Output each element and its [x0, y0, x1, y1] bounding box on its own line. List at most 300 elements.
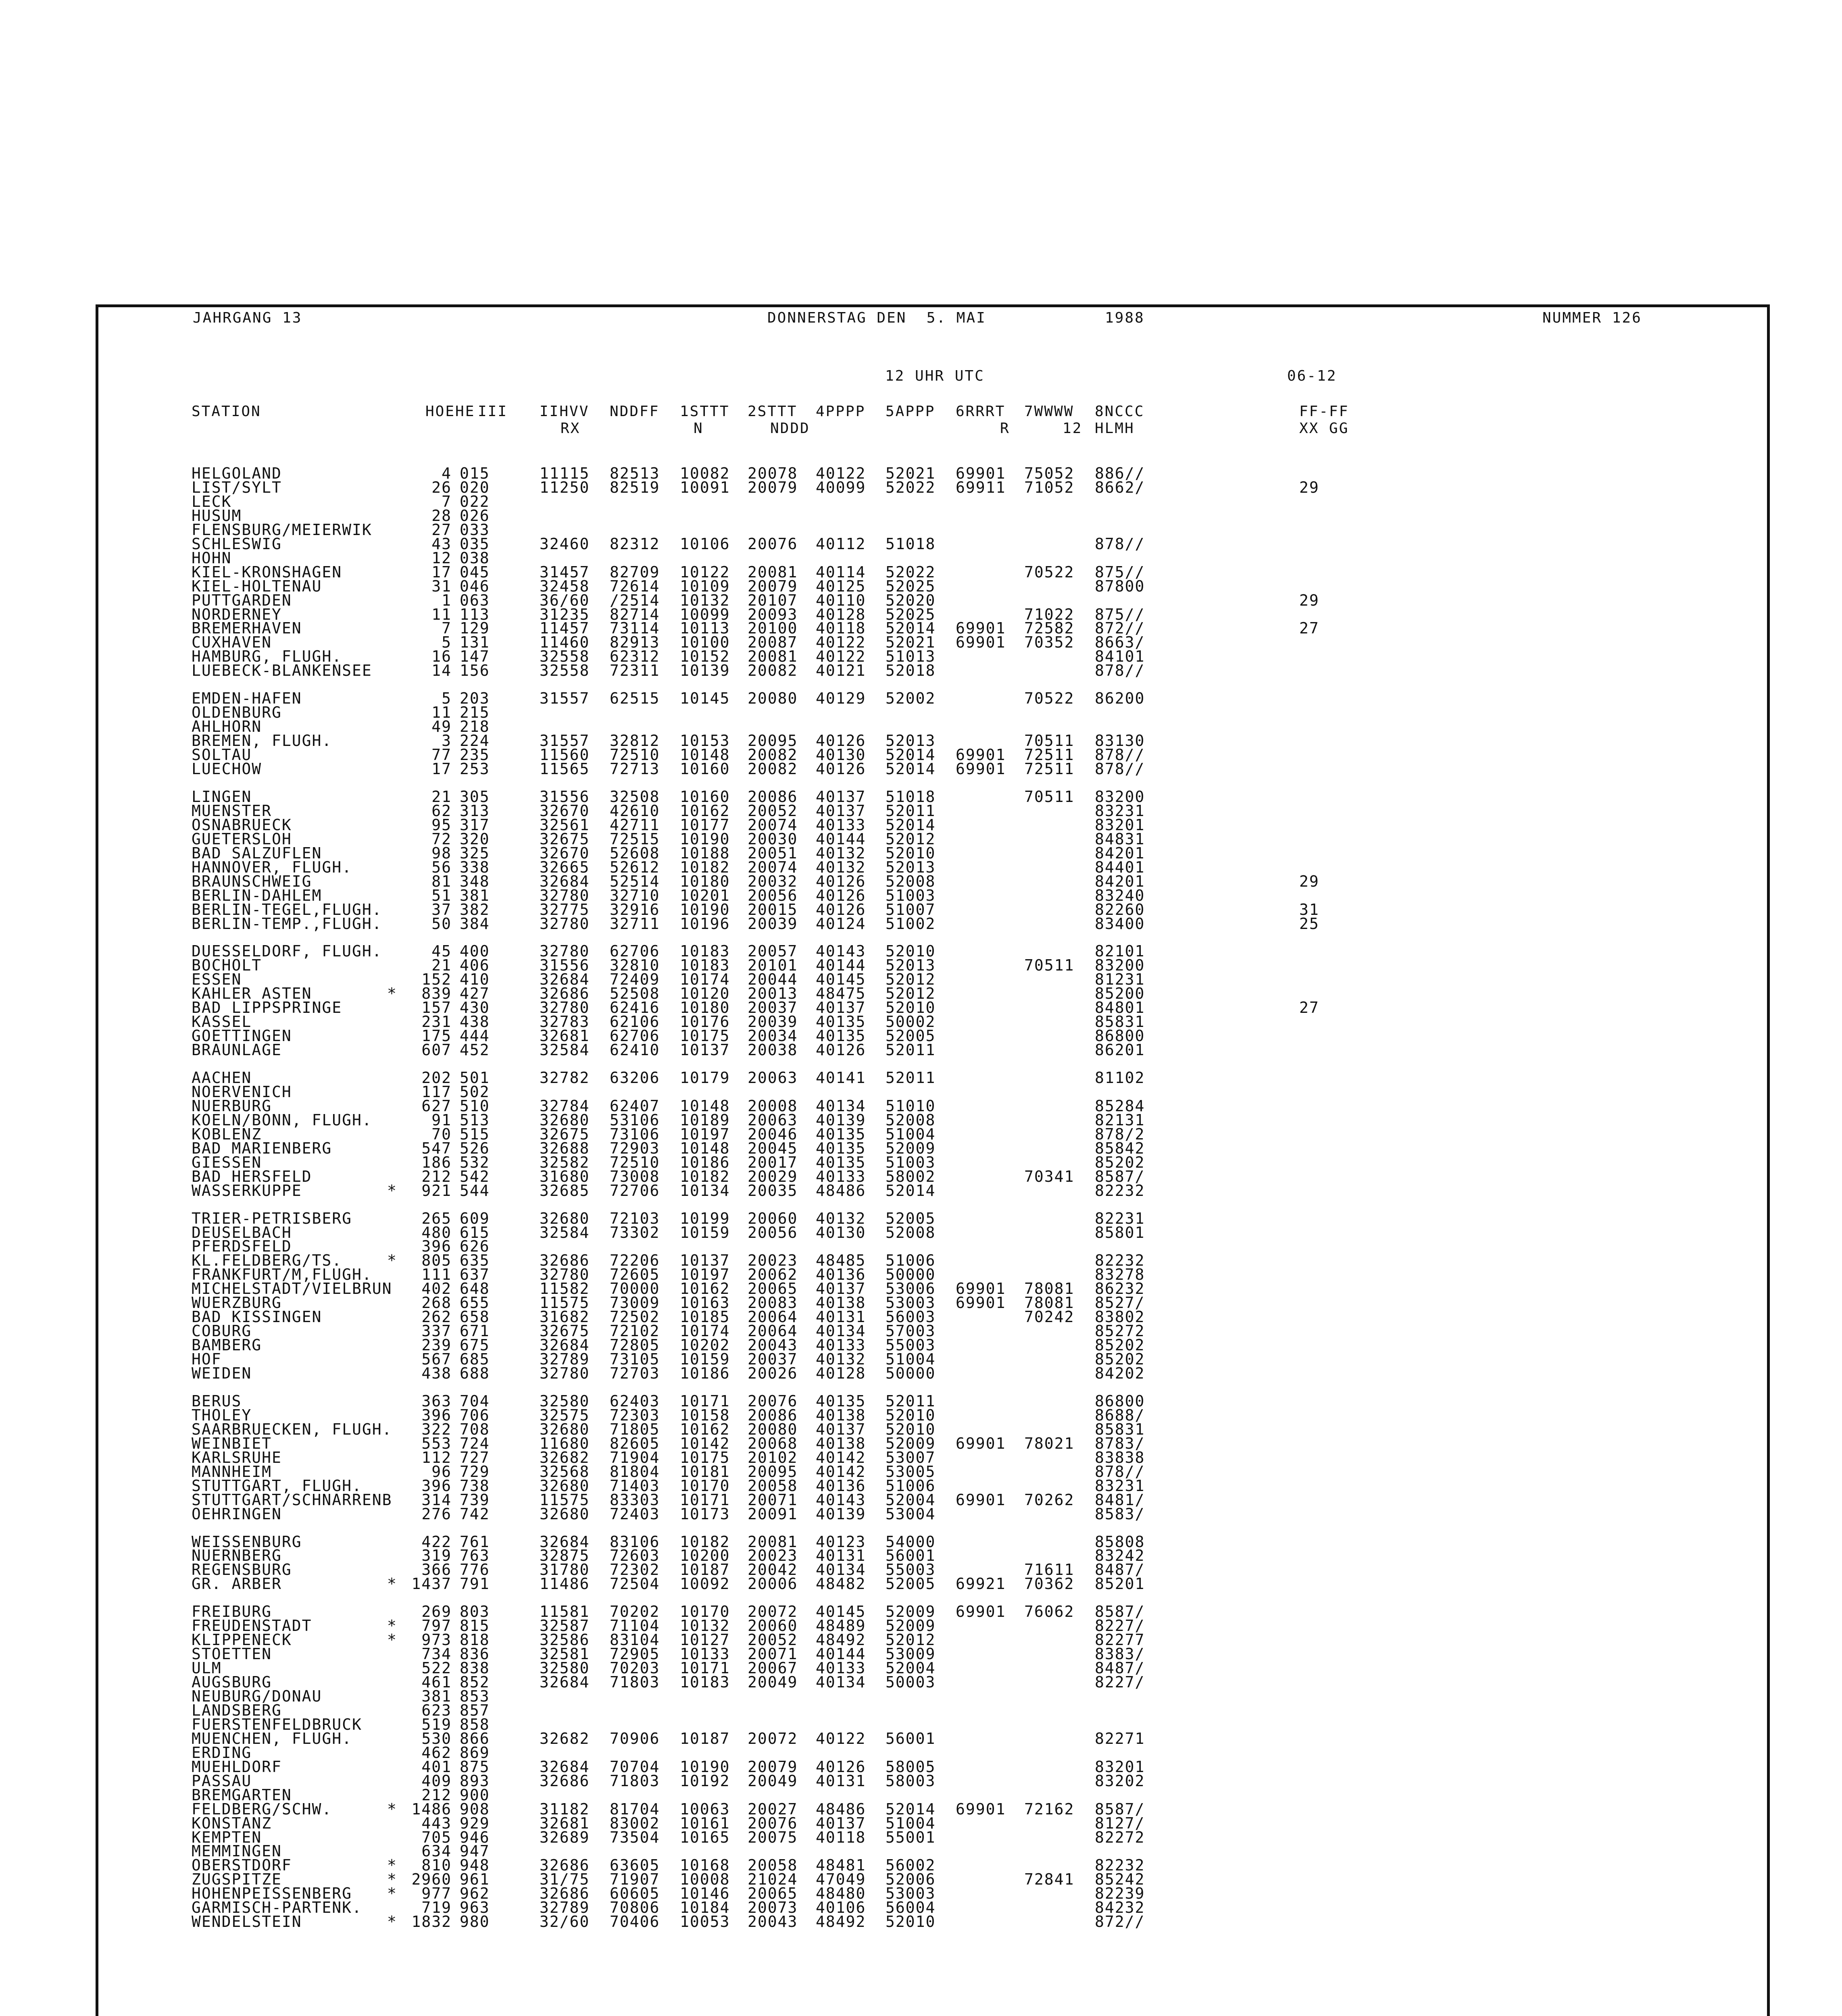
cell-p1: 10137 [680, 1252, 730, 1269]
cell-iii: 763 [460, 1547, 490, 1564]
cell-n8: 83242 [1095, 1547, 1145, 1564]
cell-p2: 20073 [748, 1899, 798, 1916]
cell-p1: 10082 [680, 464, 730, 482]
cell-p4: 40130 [816, 746, 866, 764]
cell-nd: 62410 [610, 1041, 660, 1059]
cell-p2: 20074 [748, 816, 798, 834]
cell-alt: 322 [421, 1420, 452, 1438]
cell-alt: 262 [421, 1308, 452, 1326]
cell-alt: 16 [431, 648, 452, 665]
cell-nd: 32711 [610, 915, 660, 933]
cell-alt: 547 [421, 1139, 452, 1157]
cell-p4: 40124 [816, 915, 866, 933]
cell-p2: 20078 [748, 464, 798, 482]
cell-p5: 56001 [886, 1730, 936, 1747]
cell-p4: 40132 [816, 858, 866, 876]
cell-p5: 51013 [886, 648, 936, 665]
cell-p4: 40131 [816, 1772, 866, 1790]
cell-p2: 20080 [748, 1420, 798, 1438]
cell-name: PUTTGARDEN [192, 591, 292, 609]
cell-nd: 70906 [610, 1730, 660, 1747]
cell-p5: 51018 [886, 535, 936, 553]
cell-p5: 51003 [886, 887, 936, 904]
cell-p4: 40138 [816, 1406, 866, 1424]
cell-alt: 402 [421, 1280, 452, 1297]
cell-p5: 52005 [886, 1210, 936, 1227]
cell-p5: 51006 [886, 1252, 936, 1269]
cell-p5: 57003 [886, 1322, 936, 1340]
cell-iii: 452 [460, 1041, 490, 1059]
cell-nd: 72409 [610, 971, 660, 988]
cell-p2: 20026 [748, 1364, 798, 1382]
cell-nd: 72713 [610, 760, 660, 778]
cell-n8: 86232 [1095, 1280, 1145, 1297]
cell-p5: 55003 [886, 1336, 936, 1354]
cell-p2: 20017 [748, 1154, 798, 1171]
cell-p2: 20076 [748, 535, 798, 553]
cell-p2: 20074 [748, 858, 798, 876]
cell-p1: 10113 [680, 619, 730, 637]
cell-ir: 11486 [540, 1575, 590, 1593]
cell-r6: 69901 [956, 1491, 1006, 1509]
cell-iii: 510 [460, 1097, 490, 1115]
cell-alt: 12 [431, 549, 452, 567]
cell-iii: 675 [460, 1336, 490, 1354]
cell-n8: 8487/ [1095, 1659, 1145, 1677]
cell-name: BERUS [192, 1392, 242, 1410]
cell-p4: 40144 [816, 1645, 866, 1663]
cell-ir: 32680 [540, 1210, 590, 1227]
cell-ir: 32689 [540, 1829, 590, 1846]
cell-nd: 82513 [610, 464, 660, 482]
cell-name: GARMISCH-PARTENK. [192, 1899, 362, 1916]
cell-name: LECK [192, 493, 232, 510]
cell-ir: 32670 [540, 844, 590, 862]
cell-p5: 52004 [886, 1491, 936, 1509]
cell-ir: 32782 [540, 1069, 590, 1087]
cell-ir: 32780 [540, 1364, 590, 1382]
cell-p1: 10063 [680, 1800, 730, 1818]
cell-ir: 32586 [540, 1631, 590, 1649]
cell-p2: 20082 [748, 662, 798, 679]
cell-p4: 40135 [816, 1013, 866, 1031]
cell-name: MICHELSTADT/VIELBRUN [192, 1280, 392, 1297]
cell-nd: 70203 [610, 1659, 660, 1677]
column-subheader: RX [561, 420, 581, 437]
cell-alt: 72 [431, 830, 452, 848]
cell-n8: 82232 [1095, 1856, 1145, 1874]
cell-name: LUEBECK-BLANKENSEE [192, 662, 372, 679]
cell-nd: 70806 [610, 1899, 660, 1916]
cell-alt: 1832 [411, 1913, 452, 1931]
cell-name: KAHLER ASTEN [192, 985, 312, 1002]
cell-name: OBERSTDORF [192, 1856, 292, 1874]
cell-p5: 52025 [886, 577, 936, 595]
cell-n8: 83838 [1095, 1449, 1145, 1466]
cell-alt: 45 [431, 942, 452, 960]
cell-alt: 396 [421, 1406, 452, 1424]
cell-iii: 708 [460, 1420, 490, 1438]
cell-name: HELGOLAND [192, 464, 282, 482]
cell-n8: 875// [1095, 606, 1145, 623]
cell-n8: 84801 [1095, 999, 1145, 1016]
cell-name: BAD HERSFELD [192, 1168, 312, 1185]
cell-iii: 020 [460, 479, 490, 496]
cell-p2: 20062 [748, 1266, 798, 1283]
cell-p2: 20037 [748, 999, 798, 1016]
cell-iii: 706 [460, 1406, 490, 1424]
cell-ir: 32575 [540, 1406, 590, 1424]
cell-p4: 40122 [816, 464, 866, 482]
cell-name: FLENSBURG/MEIERWIK [192, 521, 372, 539]
cell-nd: 71803 [610, 1673, 660, 1691]
cell-name: BREMGARTEN [192, 1786, 292, 1804]
cell-ir: 11575 [540, 1491, 590, 1509]
cell-ff: 25 [1299, 915, 1319, 933]
column-header: 7WWWW [1024, 403, 1074, 420]
cell-p1: 10183 [680, 956, 730, 974]
cell-p4: 40133 [816, 1168, 866, 1185]
cell-p2: 20100 [748, 619, 798, 637]
cell-p5: 52009 [886, 1603, 936, 1620]
cell-name: FREIBURG [192, 1603, 272, 1620]
cell-p4: 48475 [816, 985, 866, 1002]
cell-alt: 7 [442, 493, 452, 510]
cell-p4: 40137 [816, 1814, 866, 1832]
cell-n8: 84232 [1095, 1899, 1145, 1916]
cell-nd: 81804 [610, 1463, 660, 1481]
cell-p4: 40142 [816, 1449, 866, 1466]
cell-iii: 893 [460, 1772, 490, 1790]
cell-iii: 866 [460, 1730, 490, 1747]
cell-iii: 501 [460, 1069, 490, 1087]
cell-alt: 17 [431, 563, 452, 581]
cell-name: HOF [192, 1350, 222, 1368]
cell-iii: 791 [460, 1575, 490, 1593]
cell-p4: 40145 [816, 1603, 866, 1620]
cell-ir: 32582 [540, 1154, 590, 1171]
cell-ff: 29 [1299, 591, 1319, 609]
cell-p1: 10122 [680, 563, 730, 581]
observation-time: 12 UHR UTC [885, 368, 985, 384]
cell-alt: 50 [431, 915, 452, 933]
cell-iii: 444 [460, 1027, 490, 1045]
cell-ir: 32780 [540, 887, 590, 904]
cell-p1: 10177 [680, 816, 730, 834]
cell-p2: 20058 [748, 1477, 798, 1495]
cell-name: NUERNBERG [192, 1547, 282, 1564]
cell-p2: 20083 [748, 1294, 798, 1312]
cell-r6: 69901 [956, 619, 1006, 637]
cell-name: BOCHOLT [192, 956, 262, 974]
cell-n8: 84202 [1095, 1364, 1145, 1382]
cell-p2: 20086 [748, 788, 798, 806]
cell-nd: 63206 [610, 1069, 660, 1087]
cell-iii: 688 [460, 1364, 490, 1382]
cell-nd: 62706 [610, 942, 660, 960]
cell-n8: 83201 [1095, 1758, 1145, 1776]
cell-nd: 72903 [610, 1139, 660, 1157]
cell-name: THOLEY [192, 1406, 252, 1424]
cell-w7: 72841 [1024, 1870, 1075, 1888]
cell-alt: 627 [421, 1097, 452, 1115]
cell-n8: 84201 [1095, 844, 1145, 862]
cell-p5: 51007 [886, 901, 936, 918]
cell-nd: 72515 [610, 830, 660, 848]
cell-p2: 20095 [748, 732, 798, 750]
cell-nd: 83303 [610, 1491, 660, 1509]
cell-ir: 32580 [540, 1659, 590, 1677]
cell-alt: 461 [421, 1673, 452, 1691]
column-header: FF-FF [1299, 403, 1349, 420]
cell-alt: 401 [421, 1758, 452, 1776]
cell-iii: 320 [460, 830, 490, 848]
cell-n8: 83231 [1095, 1477, 1145, 1495]
cell-alt: 337 [421, 1322, 452, 1340]
cell-iii: 026 [460, 507, 490, 525]
cell-p1: 10173 [680, 1505, 730, 1523]
cell-alt: 1486 [411, 1800, 452, 1818]
cell-r6: 69901 [956, 1603, 1006, 1620]
cell-alt: 51 [431, 887, 452, 904]
cell-p1: 10153 [680, 732, 730, 750]
cell-ir: 32780 [540, 999, 590, 1016]
cell-p1: 10197 [680, 1125, 730, 1143]
cell-p5: 51004 [886, 1125, 936, 1143]
cell-p1: 10148 [680, 746, 730, 764]
cell-ir: 32/60 [540, 1913, 590, 1931]
cell-iii: 900 [460, 1786, 490, 1804]
cell-iii: 156 [460, 662, 490, 679]
cell-p1: 10134 [680, 1182, 730, 1200]
cell-p2: 20046 [748, 1125, 798, 1143]
cell-p4: 40142 [816, 1463, 866, 1481]
cell-p5: 53007 [886, 1449, 936, 1466]
cell-name: HOHENPEISSENBERG [192, 1885, 352, 1902]
cell-ir: 32783 [540, 1013, 590, 1031]
column-header: HOEHE [425, 403, 475, 420]
cell-p4: 40126 [816, 1041, 866, 1059]
cell-name: WASSERKUPPE [192, 1182, 302, 1200]
cell-ir: 32780 [540, 1266, 590, 1283]
cell-alt: 314 [421, 1491, 452, 1509]
cell-ir: 32686 [540, 1885, 590, 1902]
cell-p4: 40134 [816, 1673, 866, 1691]
cell-p4: 40138 [816, 1294, 866, 1312]
cell-p1: 10202 [680, 1336, 730, 1354]
cell-p2: 20065 [748, 1280, 798, 1297]
cell-p1: 10184 [680, 1899, 730, 1916]
cell-w7: 70511 [1024, 788, 1075, 806]
cell-n8: 85201 [1095, 1575, 1145, 1593]
cell-iii: 869 [460, 1744, 490, 1762]
cell-p1: 10132 [680, 591, 730, 609]
cell-ir: 32685 [540, 1182, 590, 1200]
cell-p4: 40137 [816, 1280, 866, 1297]
cell-iii: 113 [460, 606, 490, 623]
cell-p4: 40099 [816, 479, 866, 496]
cell-ir: 31556 [540, 788, 590, 806]
cell-alt: 239 [421, 1336, 452, 1354]
cell-iii: 400 [460, 942, 490, 960]
cell-name: FELDBERG/SCHW. [192, 1800, 332, 1818]
cell-p1: 10182 [680, 1533, 730, 1551]
cell-p1: 10182 [680, 1168, 730, 1185]
cell-n8: 82272 [1095, 1829, 1145, 1846]
cell-r6: 69901 [956, 1800, 1006, 1818]
cell-p5: 52011 [886, 1041, 936, 1059]
cell-nd: 32508 [610, 788, 660, 806]
cell-n8: 86201 [1095, 1041, 1145, 1059]
cell-p5: 52020 [886, 591, 936, 609]
cell-nd: 62515 [610, 689, 660, 707]
cell-iii: 727 [460, 1449, 490, 1466]
cell-iii: 513 [460, 1111, 490, 1129]
cell-nd: 32812 [610, 732, 660, 750]
cell-p4: 40135 [816, 1392, 866, 1410]
cell-p2: 20076 [748, 1814, 798, 1832]
cell-alt: 98 [431, 844, 452, 862]
cell-iii: 704 [460, 1392, 490, 1410]
cell-name: BREMERHAVEN [192, 619, 302, 637]
cell-p4: 40135 [816, 1125, 866, 1143]
cell-nd: 71907 [610, 1870, 660, 1888]
cell-n8: 878/2 [1095, 1125, 1145, 1143]
cell-p1: 10186 [680, 1154, 730, 1171]
cell-alt: 152 [421, 971, 452, 988]
cell-nd: 73106 [610, 1125, 660, 1143]
cell-p2: 20067 [748, 1659, 798, 1677]
cell-n8: 8663/ [1095, 633, 1145, 651]
cell-nd: 72303 [610, 1406, 660, 1424]
cell-nd: 71403 [610, 1477, 660, 1495]
cell-p5: 53006 [886, 1280, 936, 1297]
cell-iii: 532 [460, 1154, 490, 1171]
cell-p5: 51002 [886, 915, 936, 933]
cell-iii: 348 [460, 873, 490, 890]
cell-name: LIST/SYLT [192, 479, 282, 496]
cell-name: ZUGSPITZE [192, 1870, 282, 1888]
cell-n8: 82231 [1095, 1210, 1145, 1227]
cell-p5: 58003 [886, 1772, 936, 1790]
cell-alt: 111 [421, 1266, 452, 1283]
cell-nd: 63605 [610, 1856, 660, 1874]
cell-iii: 325 [460, 844, 490, 862]
cell-p2: 20023 [748, 1252, 798, 1269]
cell-p2: 20091 [748, 1505, 798, 1523]
cell-ir: 32686 [540, 1252, 590, 1269]
cell-alt: 366 [421, 1561, 452, 1579]
cell-iii: 410 [460, 971, 490, 988]
cell-p1: 10170 [680, 1477, 730, 1495]
cell-p4: 40133 [816, 1336, 866, 1354]
cell-p5: 52008 [886, 873, 936, 890]
cell-r6: 69901 [956, 1435, 1006, 1452]
cell-nd: 72302 [610, 1561, 660, 1579]
cell-name: WEIDEN [192, 1364, 252, 1382]
cell-nd: 52508 [610, 985, 660, 1002]
cell-ir: 32561 [540, 816, 590, 834]
cell-name: OEHRINGEN [192, 1505, 282, 1523]
cell-p2: 20008 [748, 1097, 798, 1115]
cell-p5: 52021 [886, 633, 936, 651]
cell-p5: 52006 [886, 1870, 936, 1888]
cell-p5: 52012 [886, 1631, 936, 1649]
cell-p5: 52014 [886, 1182, 936, 1200]
cell-iii: 853 [460, 1687, 490, 1705]
cell-n8: 878// [1095, 535, 1145, 553]
cell-alt: 839 [421, 985, 452, 1002]
cell-p1: 10174 [680, 1322, 730, 1340]
cell-name: NUERBURG [192, 1097, 272, 1115]
cell-p5: 52004 [886, 1659, 936, 1677]
cell-name: GOETTINGEN [192, 1027, 292, 1045]
cell-w7: 72582 [1024, 619, 1075, 637]
year-label: 1988 [1105, 310, 1145, 326]
cell-alt: 977 [421, 1885, 452, 1902]
cell-p2: 20027 [748, 1800, 798, 1818]
cell-iii: 658 [460, 1308, 490, 1326]
cell-alt: 70 [431, 1125, 452, 1143]
cell-p4: 40126 [816, 1758, 866, 1776]
cell-n8: 82131 [1095, 1111, 1145, 1129]
cell-alt: 276 [421, 1505, 452, 1523]
cell-p2: 20075 [748, 1829, 798, 1846]
cell-w7: 70341 [1024, 1168, 1075, 1185]
cell-p2: 20056 [748, 887, 798, 904]
cell-p1: 10092 [680, 1575, 730, 1593]
cell-name: OSNABRUECK [192, 816, 292, 834]
cell-name: GR. ARBER [192, 1575, 282, 1593]
cell-name: COBURG [192, 1322, 252, 1340]
cell-r6: 69901 [956, 746, 1006, 764]
cell-name: SOLTAU [192, 746, 252, 764]
cell-p1: 10188 [680, 844, 730, 862]
cell-p4: 40139 [816, 1505, 866, 1523]
cell-name: REGENSBURG [192, 1561, 292, 1579]
cell-p4: 40132 [816, 1210, 866, 1227]
cell-alt: 522 [421, 1659, 452, 1677]
cell-name: WEINBIET [192, 1435, 272, 1452]
cell-star: * [387, 1575, 397, 1593]
cell-ir: 31780 [540, 1561, 590, 1579]
cell-n8: 82232 [1095, 1182, 1145, 1200]
cell-p2: 20035 [748, 1182, 798, 1200]
cell-w7: 71052 [1024, 479, 1075, 496]
cell-iii: 381 [460, 887, 490, 904]
cell-p4: 48492 [816, 1631, 866, 1649]
cell-name: ERDING [192, 1744, 252, 1762]
cell-p4: 40125 [816, 577, 866, 595]
cell-p5: 50002 [886, 1013, 936, 1031]
cell-iii: 980 [460, 1913, 490, 1931]
cell-name: DEUSELBACH [192, 1224, 292, 1241]
cell-p5: 50000 [886, 1364, 936, 1382]
cell-ir: 32675 [540, 1125, 590, 1143]
cell-name: TRIER-PETRISBERG [192, 1210, 352, 1227]
cell-alt: 27 [431, 521, 452, 539]
cell-iii: 838 [460, 1659, 490, 1677]
cell-alt: 117 [421, 1083, 452, 1101]
cell-name: BAMBERG [192, 1336, 262, 1354]
cell-n8: 85242 [1095, 1870, 1145, 1888]
cell-p4: 40114 [816, 563, 866, 581]
cell-n8: 8583/ [1095, 1505, 1145, 1523]
cell-iii: 338 [460, 858, 490, 876]
cell-p4: 40144 [816, 830, 866, 848]
cell-nd: 72103 [610, 1210, 660, 1227]
cell-ir: 11581 [540, 1603, 590, 1620]
